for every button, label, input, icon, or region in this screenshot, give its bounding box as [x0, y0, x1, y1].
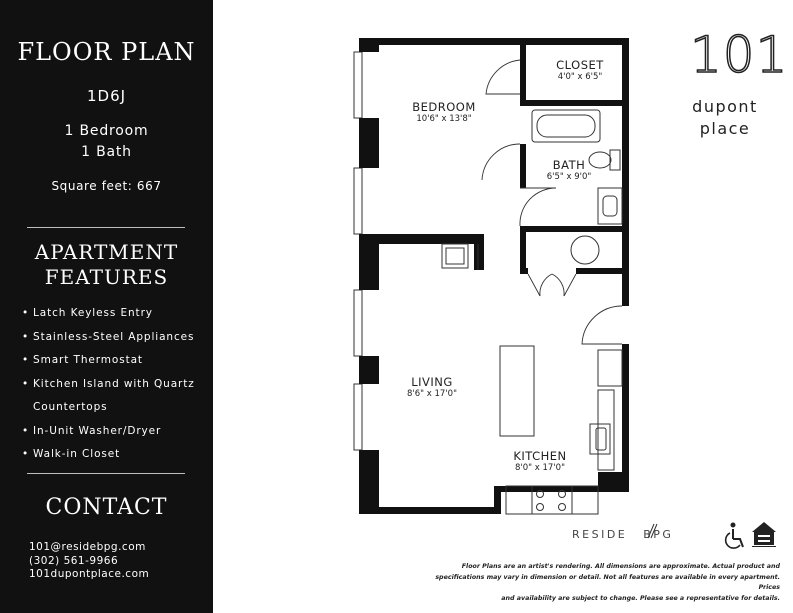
unit-code: 1D6J — [86, 87, 127, 105]
reside-bpg-logo — [572, 528, 673, 541]
feature-item: • Walk-in Closet — [22, 448, 121, 460]
kitchen-label — [508, 449, 572, 473]
closet-name: CLOSET — [556, 58, 604, 72]
living-name: LIVING — [411, 375, 453, 389]
disclaimer-line2: specifications may vary in dimension or detail. Not all features are available in every apartment. Prices — [435, 573, 780, 591]
bedroom-count: 1 Bedroom — [64, 123, 149, 139]
feature-item: • Kitchen Island with Quartz — [22, 377, 195, 390]
logo-line1: dupont — [692, 97, 758, 116]
floor-plan-title: FLOOR PLAN — [17, 38, 196, 66]
wheelchair-accessibility-icon — [726, 523, 743, 549]
reside-brand: RESIDE — [572, 528, 628, 541]
feature-item: • Latch Keyless Entry — [22, 307, 153, 319]
disclaimer-line1: Floor Plans are an artist's rendering. All dimensions are approximate. Actual product and — [461, 563, 780, 570]
closet-dims: 4'0" x 6'5" — [557, 72, 603, 82]
bedroom-name: BEDROOM — [412, 100, 476, 114]
bath-dims: 6'5" x 9'0" — [546, 172, 592, 182]
living-label — [400, 375, 464, 399]
logo-line2: place — [699, 119, 751, 138]
feature-item: • Stainless-Steel Appliances — [22, 330, 195, 343]
contact-phone[interactable]: (302) 561-9966 — [29, 554, 119, 567]
feature-item: • Smart Thermostat — [22, 354, 143, 366]
disclaimer-line3: and availability are subject to change. Please see a representative for details. — [501, 594, 780, 602]
bath-name: BATH — [552, 158, 586, 172]
equal-housing-opportunity-icon — [752, 522, 776, 547]
vanity — [598, 188, 622, 224]
bpg-brand: BPG — [643, 528, 674, 541]
bathtub — [532, 110, 600, 142]
feature-item-continued: Countertops — [33, 401, 108, 413]
logo-number: 101 — [690, 26, 789, 84]
features-heading-line2: FEATURES — [44, 265, 169, 289]
contact-email[interactable]: 101@residebpg.com — [29, 541, 146, 553]
bedroom-dims: 10'6" x 13'8" — [416, 114, 472, 124]
kitchen-island — [500, 346, 534, 436]
square-feet: Square feet: 667 — [51, 179, 162, 193]
kitchen-name: KITCHEN — [513, 449, 567, 463]
kitchen-dims: 8'0" x 17'0" — [515, 463, 565, 473]
contact-heading: CONTACT — [45, 495, 168, 520]
living-dims: 8'6" x 17'0" — [407, 389, 457, 399]
bath-label — [540, 158, 598, 182]
features-heading-line1: APARTMENT — [34, 240, 179, 264]
exterior-walls — [359, 38, 629, 514]
logo-words — [690, 96, 760, 140]
bath-count: 1 Bath — [81, 144, 132, 160]
feature-item: • In-Unit Washer/Dryer — [22, 424, 162, 437]
closet-label — [548, 58, 612, 82]
bedroom-label — [404, 100, 484, 124]
contact-website[interactable]: 101dupontplace.com — [29, 568, 150, 580]
disclaimer — [420, 562, 780, 604]
